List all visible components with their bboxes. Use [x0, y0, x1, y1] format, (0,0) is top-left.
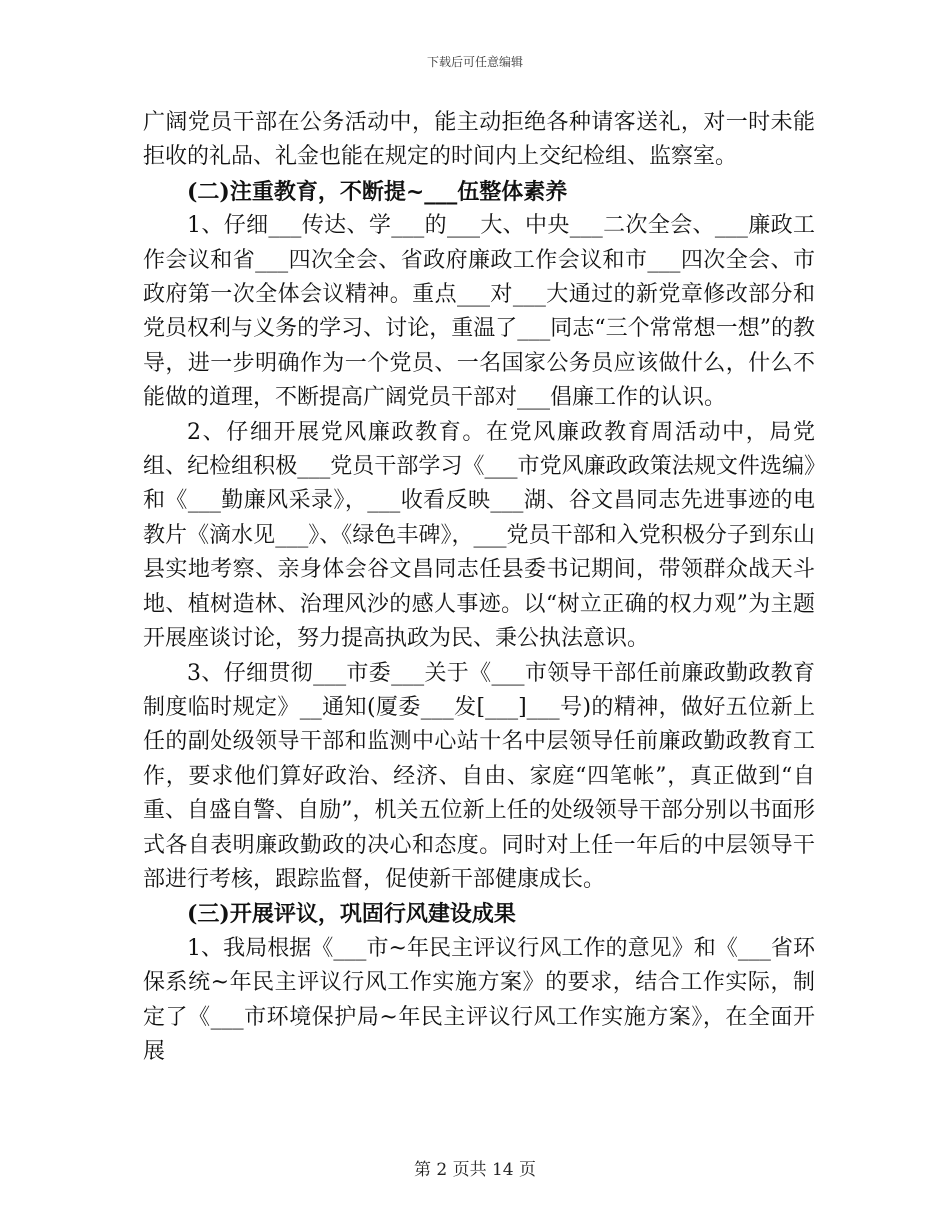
- page-footer: 第 2 页共 14 页: [413, 1160, 537, 1180]
- paragraph-item-2: 2、仔细开展党风廉政教育。在党风廉政教育周活动中，局党组、纪检组积极___党员干部学习《___市党风廉政政策法规文件选编》和《___勤廉风采录》，___收看反映___湖、谷文昌同志先进事迹的电教片《滴水见___》、《绿色丰碑》，___党员干部和入党积极分子到东山县实地考察、亲身体会谷文昌同志任县委书记期间，带领群众战天斗地、植树造林、治理风沙的感人事迹。以“树立正确的权力观”为主题开展座谈讨论，努力提高执政为民、秉公执法意识。: [143, 419, 815, 652]
- paragraph-item-1: 1、仔细___传达、学___的___大、中央___二次全会、___廉政工作会议和省___四次全会、省政府廉政工作会议和市___四次全会、市政府第一次全体会议精神。重点___对___大通过的新党章修改部分和党员权利与义务的学习、讨论，重温了___同志“三个常常想一想”的教导，进一步明确作为一个党员、一名国家公务员应该做什么，什么不能做的道理，不断提高广阔党员干部对___倡廉工作的认识。: [143, 213, 815, 411]
- paragraph-continuation: 广阔党员干部在公务活动中，能主动拒绝各种请客送礼，对一时未能拒收的礼品、礼金也能在规定的时间内上交纪检组、监察室。: [143, 110, 815, 170]
- page-header: 下载后可任意编辑: [426, 55, 523, 69]
- section-heading-2: (二)注重教育，不断提~___伍整体素养: [187, 178, 568, 205]
- paragraph-item-3: 3、仔细贯彻___市委___关于《___市领导干部任前廉政勤政教育制度临时规定》__通知(厦委___发[___]___号)的精神，做好五位新上任的副处级领导干部和监测中心站十名中层领导任前廉政勤政教育工作，要求他们算好政治、经济、自由、家庭“四笔帐”，真正做到“自重、自盛自警、自励”，机关五位新上任的处级领导干部分别以书面形式各自表明廉政勤政的决心和态度。同时对上任一年后的中层领导干部进行考核，跟踪监督，促使新干部健康成长。: [143, 660, 815, 892]
- paragraph-item-1b: 1、我局根据《___市~年民主评议行风工作的意见》和《___省环保系统~年民主评议行风工作实施方案》的要求，结合工作实际，制定了《___市环境保护局~年民主评议行风工作实施方案》，在全面开展: [143, 935, 815, 1064]
- section-heading-3: (三)开展评议，巩固行风建设成果: [187, 901, 516, 928]
- document-body: [143, 106, 815, 1069]
